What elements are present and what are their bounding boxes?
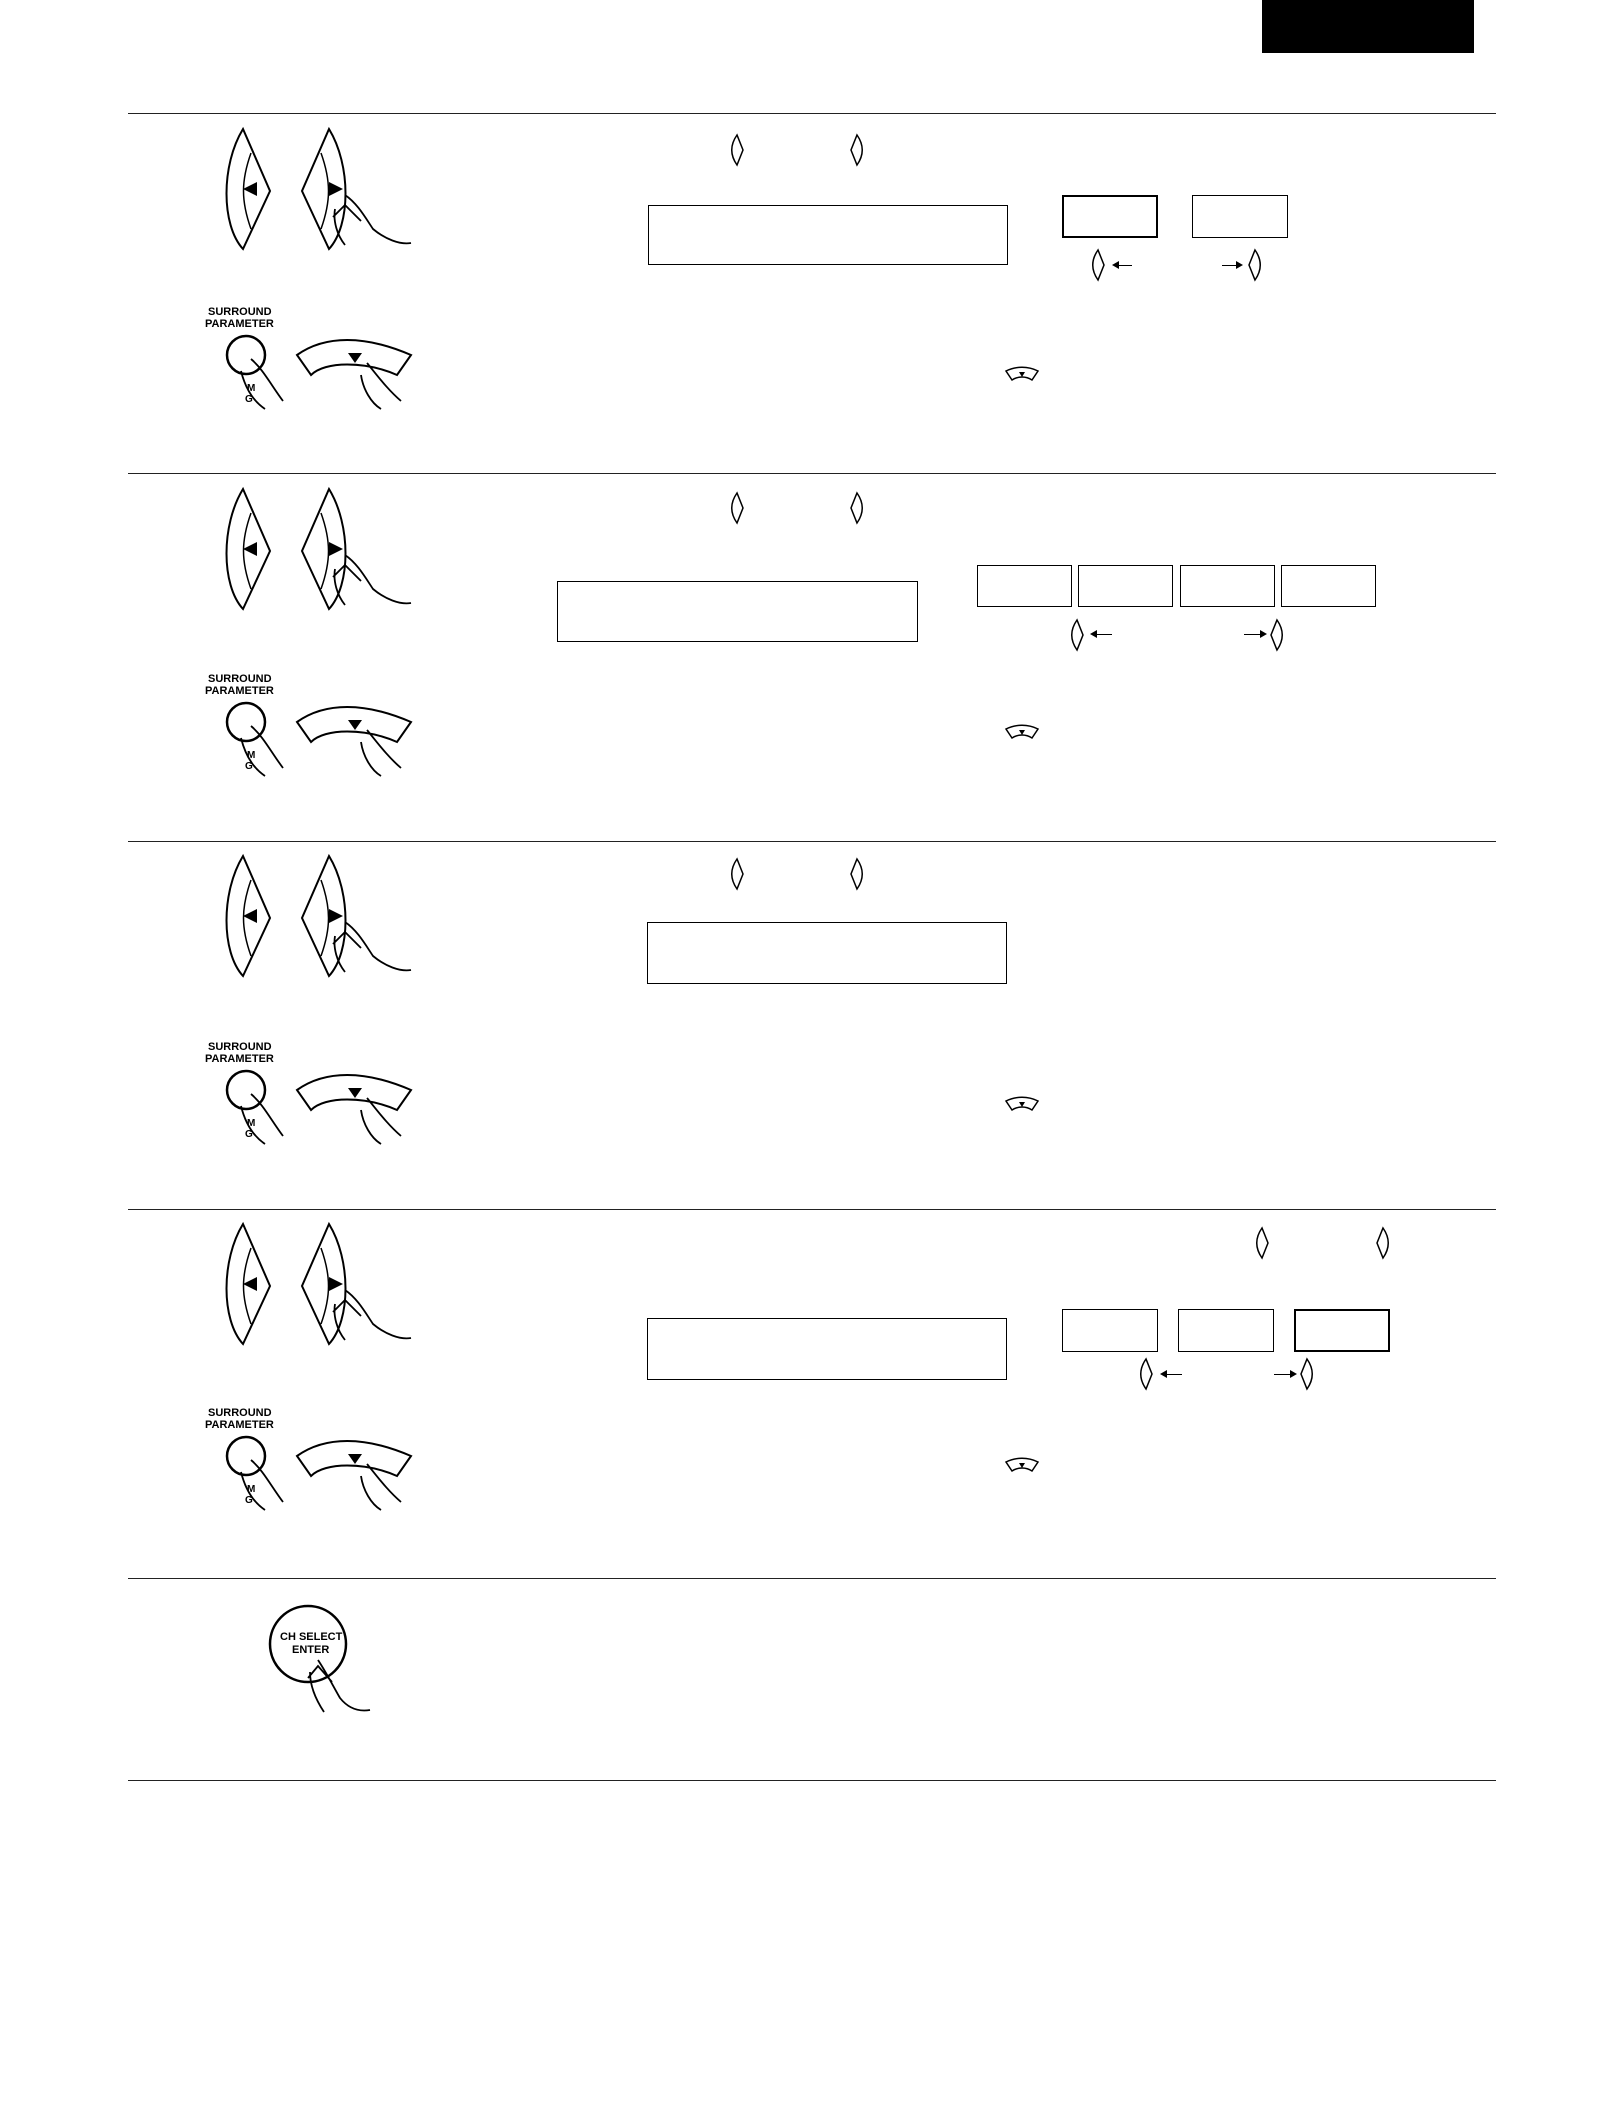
cursor-left-icon	[1089, 248, 1107, 282]
svg-text:SURROUND: SURROUND	[208, 306, 272, 318]
svg-text:M: M	[247, 750, 256, 761]
svg-text:M: M	[247, 1484, 256, 1495]
svg-text:M: M	[247, 383, 256, 394]
cursor-left-right-illustration	[215, 1220, 435, 1360]
cursor-left-icon	[1253, 1226, 1271, 1260]
section-divider	[128, 1209, 1496, 1210]
surround-parameter-illustration	[205, 1040, 435, 1150]
svg-text:ENTER: ENTER	[292, 1644, 330, 1656]
cursor-right-icon	[1246, 248, 1264, 282]
option-box	[1281, 565, 1376, 607]
lcd-display	[557, 581, 918, 642]
svg-text:G: G	[245, 1129, 253, 1140]
section-divider	[128, 1578, 1496, 1579]
svg-text:PARAMETER: PARAMETER	[205, 1419, 274, 1431]
lcd-display	[647, 1318, 1007, 1380]
cursor-left-icon	[728, 491, 746, 525]
option-box	[1180, 565, 1275, 607]
arrow-right-icon	[1290, 1370, 1297, 1378]
surround-parameter-illustration	[205, 305, 435, 415]
option-box	[1178, 1309, 1274, 1352]
svg-text:SURROUND: SURROUND	[208, 1041, 272, 1053]
svg-text:SURROUND: SURROUND	[208, 673, 272, 685]
cursor-right-icon	[1268, 618, 1286, 652]
cursor-down-icon	[1004, 366, 1040, 384]
arrow-right-icon	[1260, 630, 1267, 638]
cursor-left-right-illustration	[215, 485, 435, 625]
cursor-right-icon	[848, 133, 866, 167]
cursor-left-right-illustration	[215, 852, 435, 992]
arrow-line	[1274, 1374, 1290, 1375]
surround-parameter-illustration	[205, 672, 435, 782]
svg-text:CH SELECT: CH SELECT	[280, 1631, 343, 1643]
section-divider	[128, 1780, 1496, 1781]
arrow-line	[1118, 265, 1132, 266]
cursor-right-icon	[848, 857, 866, 891]
section-divider	[128, 841, 1496, 842]
option-box	[1062, 1309, 1158, 1352]
cursor-right-icon	[1298, 1357, 1316, 1391]
svg-text:PARAMETER: PARAMETER	[205, 685, 274, 697]
page-corner-tab	[1262, 0, 1474, 53]
cursor-left-right-illustration	[215, 125, 435, 265]
cursor-left-icon	[1068, 618, 1086, 652]
lcd-display	[648, 205, 1008, 265]
option-box-selected	[1294, 1309, 1390, 1352]
arrow-line	[1222, 265, 1236, 266]
arrow-right-icon	[1236, 261, 1243, 269]
ch-select-enter-illustration	[262, 1602, 392, 1722]
arrow-line	[1166, 1374, 1182, 1375]
cursor-left-icon	[728, 857, 746, 891]
svg-text:M: M	[247, 1118, 256, 1129]
cursor-down-icon	[1004, 724, 1040, 742]
cursor-right-icon	[1374, 1226, 1392, 1260]
option-box	[977, 565, 1072, 607]
svg-text:G: G	[245, 1495, 253, 1506]
svg-text:PARAMETER: PARAMETER	[205, 318, 274, 330]
cursor-right-icon	[848, 491, 866, 525]
section-divider	[128, 473, 1496, 474]
section-divider	[128, 113, 1496, 114]
cursor-left-icon	[728, 133, 746, 167]
arrow-line	[1096, 634, 1112, 635]
lcd-display	[647, 922, 1007, 984]
arrow-line	[1244, 634, 1260, 635]
svg-text:PARAMETER: PARAMETER	[205, 1053, 274, 1065]
surround-parameter-illustration	[205, 1406, 435, 1516]
option-box-selected	[1062, 195, 1158, 238]
svg-text:G: G	[245, 394, 253, 405]
svg-text:G: G	[245, 761, 253, 772]
cursor-left-icon	[1137, 1357, 1155, 1391]
svg-text:SURROUND: SURROUND	[208, 1407, 272, 1419]
cursor-down-icon	[1004, 1457, 1040, 1475]
cursor-down-icon	[1004, 1096, 1040, 1114]
option-box	[1192, 195, 1288, 238]
option-box	[1078, 565, 1173, 607]
